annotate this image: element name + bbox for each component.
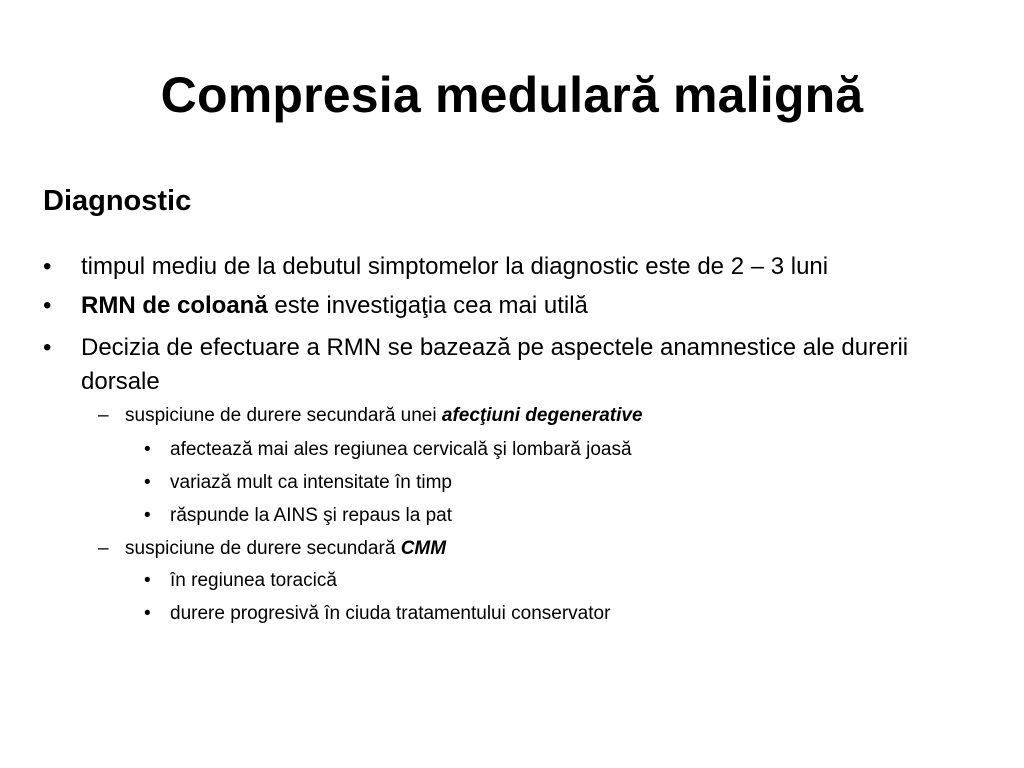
bullet-item: [43, 331, 993, 399]
bullet-marker: •: [144, 439, 151, 460]
bullet-marker: •: [144, 603, 151, 624]
slide-title: Compresia medulară malignă: [160, 67, 864, 123]
sub-bullet-text-plain: suspiciune de durere secundară unei: [125, 405, 442, 426]
sub-sub-bullet-item: [144, 437, 984, 463]
sub-bullet-text-plain: suspiciune de durere secundară: [125, 538, 401, 559]
sub-sub-bullet-item: [144, 470, 984, 496]
dash-marker: –: [98, 405, 109, 426]
sub-sub-bullet-text: răspunde la AINS şi repaus la pat: [170, 505, 453, 526]
bullet-bold-prefix: RMN de coloană: [81, 292, 268, 319]
sub-bullet-item: [98, 403, 978, 429]
bullet-marker: •: [43, 334, 52, 361]
sub-sub-bullet-text: în regiunea toracică: [170, 570, 337, 591]
bullet-text: [81, 289, 993, 323]
sub-sub-bullet-item: [144, 601, 984, 627]
sub-bullet-text: [125, 536, 978, 562]
bullet-marker: •: [43, 253, 52, 280]
bullet-item: [43, 289, 993, 323]
sub-sub-bullet-text: variază mult ca intensitate în timp: [170, 472, 452, 493]
sub-sub-bullet-item: [144, 568, 984, 594]
bullet-marker: •: [144, 570, 151, 591]
sub-sub-bullet-text: afectează mai ales regiunea cervicală şi lombară joasă: [170, 439, 632, 460]
bullet-text: Decizia de efectuare a RMN se bazează pe aspectele anamnestice ale durerii dorsale: [81, 334, 909, 395]
bullet-text: timpul mediu de la debutul simptomelor la diagnostic este de 2 – 3 luni: [81, 253, 829, 280]
sub-sub-bullet-text: durere progresivă în ciuda tratamentului conservator: [170, 603, 611, 624]
sub-bullet-text: [125, 403, 978, 429]
sub-sub-bullet-item: [144, 503, 984, 529]
section-heading: Diagnostic: [43, 185, 192, 217]
dash-marker: –: [98, 538, 109, 559]
sub-bullet-emphasis: afecţiuni degenerative: [441, 405, 643, 426]
bullet-text-rest: este investigaţia cea mai utilă: [267, 292, 588, 319]
bullet-item: [43, 250, 993, 284]
sub-bullet-item: [98, 536, 978, 562]
sub-bullet-emphasis: CMM: [400, 538, 447, 559]
bullet-marker: •: [43, 292, 52, 319]
bullet-marker: •: [144, 472, 151, 493]
bullet-marker: •: [144, 505, 151, 526]
